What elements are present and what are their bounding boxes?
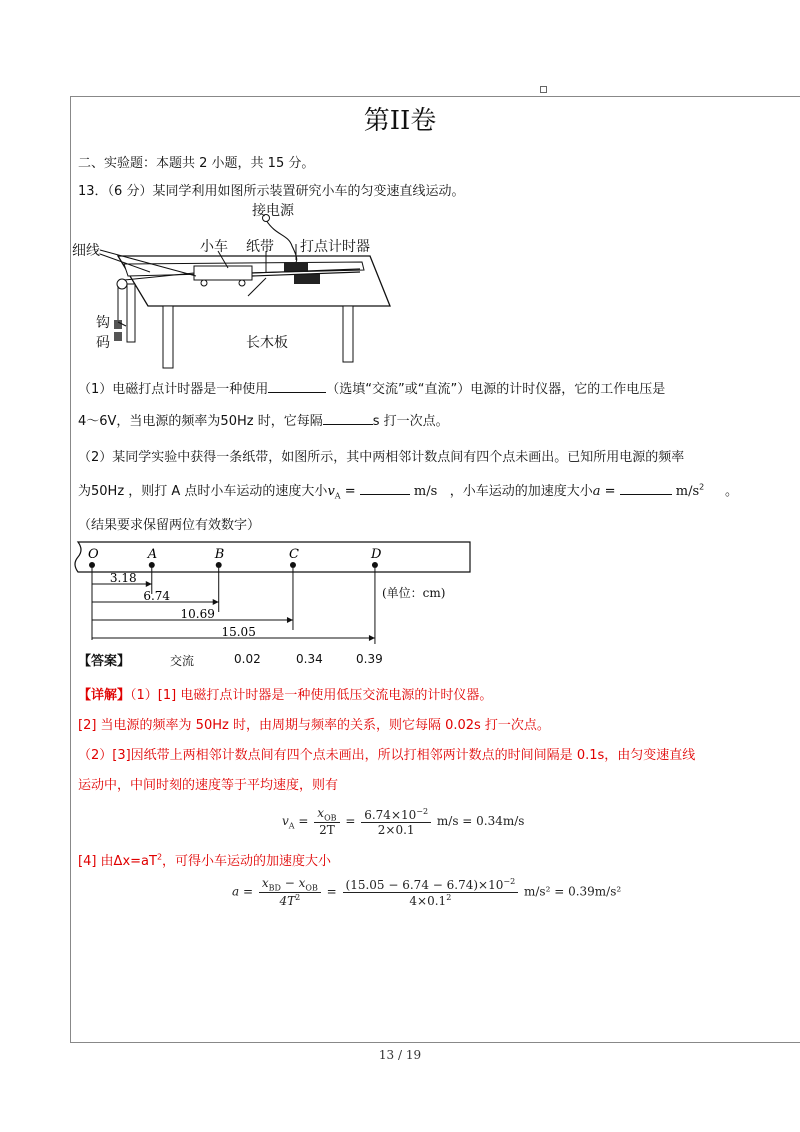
page-number: 13 / 19 — [378, 1048, 422, 1062]
part1-line1: （1）电磁打点计时器是一种使用 （选填“交流”或“直流”）电源的计时仪器，它的工作电压是 — [78, 382, 666, 397]
paper-tape — [75, 542, 470, 572]
corner-marker — [540, 86, 547, 93]
answer-value: 交流 — [170, 654, 195, 668]
table-leg — [343, 306, 353, 362]
dimension-value: 3.18 — [109, 571, 137, 585]
answer-blank-2[interactable] — [323, 412, 373, 425]
timer-base — [294, 274, 320, 284]
page-title: 第II卷 — [363, 106, 437, 136]
tape-point-label: D — [370, 547, 382, 562]
answer-value: 0.02 — [234, 652, 261, 666]
page-frame-bottom — [70, 1042, 800, 1043]
dimension-value: 15.05 — [221, 625, 256, 639]
detail-line-5: [4] 由$\Delta x=aT^2$，可得小车运动的加速度大小 — [78, 852, 332, 869]
tape-point-label: B — [214, 547, 225, 562]
dimension-value: 10.69 — [180, 607, 215, 621]
section-heading: 二、实验题：本题共 2 小题，共 15 分。 — [78, 156, 315, 171]
answer-value: 0.34 — [296, 652, 323, 666]
answer-blank-3[interactable] — [360, 482, 410, 495]
label-string: 细线 — [72, 243, 100, 259]
answer-blank-4[interactable] — [620, 482, 672, 495]
table-leg — [127, 284, 135, 342]
tape-point — [89, 562, 95, 568]
part2-line1: （2）某同学实验中获得一条纸带，如图所示，其中两相邻计数点间有四个点未画出。已知所用电源的频率 — [78, 450, 685, 465]
tape-point-label: C — [288, 547, 299, 562]
detail-line-2: [2] 当电源的频率为 50Hz 时，由周期与频率的关系，则它每隔 0.02s 打一次点。 — [78, 718, 550, 733]
tape-unit-label: (单位：cm) — [382, 586, 446, 600]
formula-acceleration: a = $\frac{x_{BD} - x_{OB}}{4T^2}$ = $\frac{(15.05 - 6.74 - 6.74)\times 10^{-2}}{4\times 0.1^2}$ m/s² = 0.39m/s² — [232, 876, 622, 909]
label-weight-1: 钩 — [96, 315, 110, 331]
page-frame-top — [70, 96, 800, 97]
part2-line2: 为50Hz ，则打 A 点时小车运动的速度大小$v_A = m/s$ ，小车运动的加速度大小$a = m/s^2$ 。 — [78, 482, 738, 501]
dimension-value: 6.74 — [143, 589, 171, 603]
part1-line2: 4～6V，当电源的频率为50Hz 时，它每隔 s 打一次点。 — [78, 414, 449, 429]
detail-line-1: 【详解】（1）[1] 电磁打点计时器是一种使用低压交流电源的计时仪器。 — [78, 688, 493, 703]
answer-value: 0.39 — [356, 652, 383, 666]
hook-weight — [114, 320, 122, 329]
tape-point-label: O — [88, 547, 99, 562]
label-board: 长木板 — [246, 335, 288, 351]
tape-point — [216, 562, 222, 568]
label-power: 接电源 — [252, 203, 294, 219]
question-13: 13．（6 分）某同学利用如图所示装置研究小车的匀变速直线运动。 — [78, 184, 465, 199]
tape-point — [149, 562, 155, 568]
detail-line-4: 运动中，中间时刻的速度等于平均速度，则有 — [78, 778, 339, 793]
part2-note: （结果要求保留两位有效数字） — [78, 518, 261, 533]
label-timer: 打点计时器 — [300, 239, 370, 255]
table-leg — [163, 306, 173, 368]
label-weight-2: 码 — [96, 335, 110, 351]
answer-label: 【答案】 — [78, 654, 131, 669]
formula-velocity: $v_A$ = $\frac{x_{OB}}{2T}$ = $\frac{6.74\times 10^{-2}}{2\times 0.1}$ m/s = 0.34m/s — [282, 806, 525, 838]
label-cart: 小车 — [200, 239, 228, 255]
apparatus-figure — [70, 196, 410, 372]
answer-blank-1[interactable] — [268, 380, 326, 393]
detail-line-3: （2）[3]因纸带上两相邻计数点间有四个点未画出，所以打相邻两计数点的时间间隔是 0.1s，由匀变速直线 — [78, 748, 696, 763]
tape-point — [372, 562, 378, 568]
tape-point-label: A — [147, 547, 158, 562]
label-tape: 纸带 — [246, 239, 274, 255]
tape-point — [290, 562, 296, 568]
cart — [194, 266, 252, 280]
